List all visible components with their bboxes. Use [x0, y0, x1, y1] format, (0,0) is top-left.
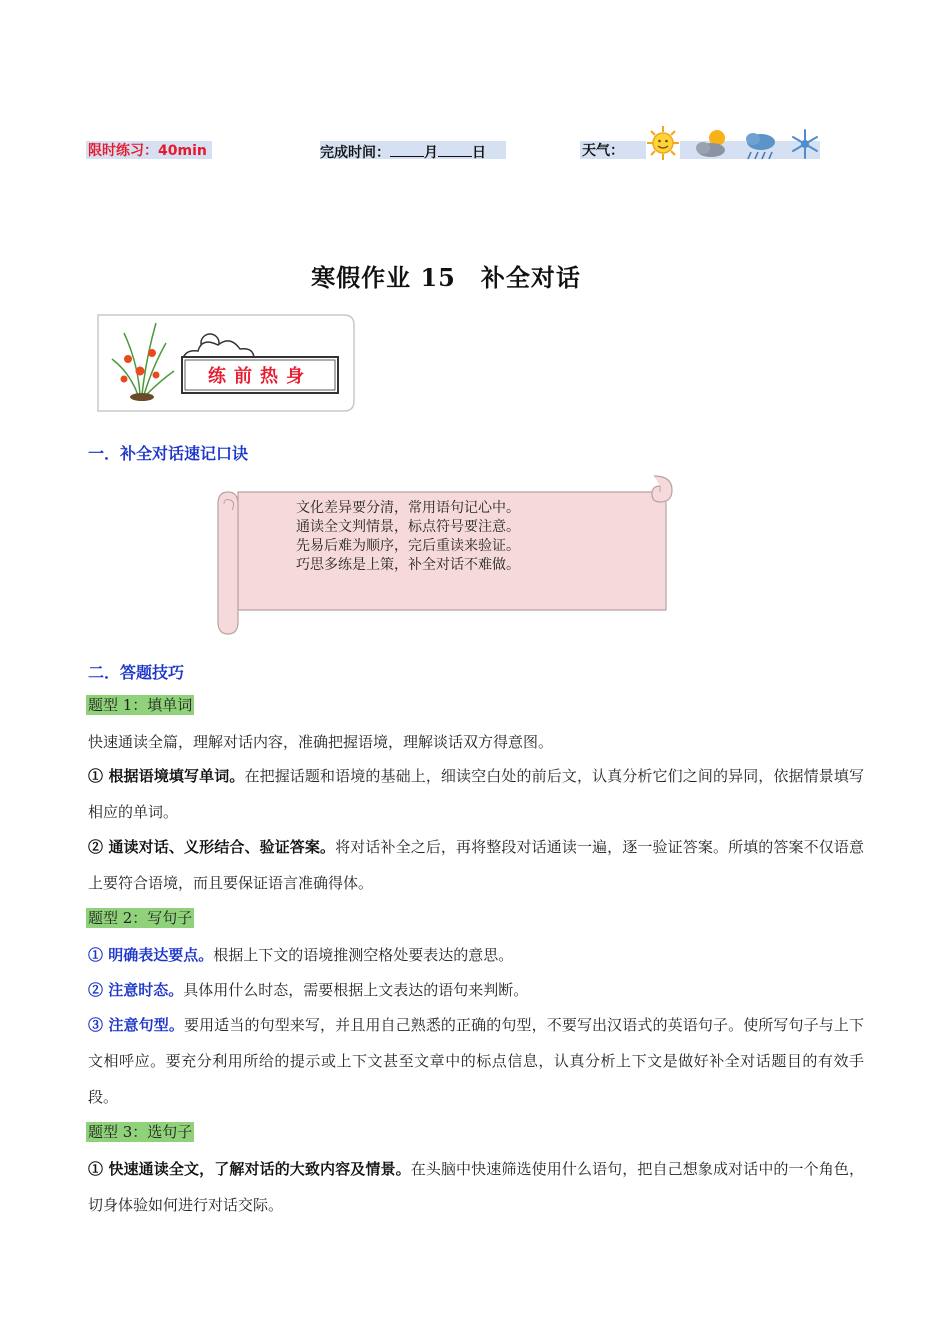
type2-label: 题型 2：写句子: [88, 909, 193, 927]
mnemonic-line: 文化差异要分清，常用语句记心中。: [296, 500, 520, 516]
mnemonic-line: 先易后难为顺序，完后重读来验证。: [296, 538, 520, 554]
month-label: 月: [424, 145, 438, 161]
mnemonic-line: 通读全文判情景，标点符号要注意。: [296, 519, 520, 535]
sun-icon: [647, 126, 679, 160]
month-blank: [390, 142, 424, 157]
rain-icon: [746, 133, 775, 159]
weather-label: 天气：: [582, 143, 624, 159]
type1-point2-bold: ② 通读对话、义形结合、验证答案。: [88, 838, 336, 856]
weather-icons: [645, 124, 825, 164]
badge-label: 练前热身: [208, 366, 312, 387]
type2-point1-bold: ① 明确表达要点。: [88, 946, 214, 964]
type2-point2-bold: ② 注意时态。: [88, 981, 184, 999]
type2-point1-text: 根据上下文的语境推测空格处要表达的意思。: [213, 946, 514, 964]
finish-label: 完成时间：: [320, 145, 390, 161]
mnemonic-text: [296, 499, 520, 575]
type2-point1: [88, 937, 864, 973]
partly-cloudy-icon: [696, 130, 725, 157]
time-limit: 限时练习：40min: [88, 143, 207, 159]
type3-point1-bold: ① 快速通读全文，了解对话的大致内容及情景。: [88, 1160, 411, 1178]
section1-heading: 一．补全对话速记口诀: [88, 444, 249, 463]
type2-point2: [88, 972, 864, 1008]
page-title: 寒假作业 15 补全对话: [311, 263, 581, 292]
type1-intro: 快速通读全篇，理解对话内容，准确把握语境，理解谈话双方得意图。: [88, 733, 554, 751]
mnemonic-line: 巧思多练是上策，补全对话不难做。: [296, 557, 520, 573]
warmup-badge: [94, 313, 356, 413]
type3-point1-text: 在头脑中快速筛选使用什么语句，把自己想象成对话中的一个角色，切身体验如何进行对话交际。: [88, 1160, 864, 1214]
type1-point1-bold: ① 根据语境填写单词。: [88, 767, 245, 785]
type3-label: 题型 3：选句子: [88, 1123, 193, 1141]
type2-point3-text: 要用适当的句型来写，并且用自己熟悉的正确的句型，不要写出汉语式的英语句子。使所写句子与上下文相呼应。要充分利用所给的提示或上下文甚至文章中的标点信息，认真分析上下文是做好补全对话题目的有效手段。: [88, 1016, 864, 1106]
type1-point2-text: 将对话补全之后，再将整段对话通读一遍，逐一验证答案。所填的答案不仅语意上要符合语境，而且要保证语言准确得体。: [88, 838, 864, 892]
section2-heading: 二．答题技巧: [88, 663, 185, 682]
type1-point1-text: 在把握话题和语境的基础上，细读空白处的前后文，认真分析它们之间的异同，依据情景填写相应的单词。: [88, 767, 864, 821]
type2-point3: [88, 1007, 864, 1115]
type3-point1: [88, 1151, 864, 1223]
type1-label: 题型 1：填单词: [88, 696, 193, 714]
type1-point1: [88, 758, 864, 830]
day-label: 日: [472, 145, 486, 161]
type2-point3-bold: ③ 注意句型。: [88, 1016, 185, 1034]
type2-point2-text: 具体用什么时态，需要根据上文表达的语句来判断。: [183, 981, 529, 999]
day-blank: [438, 142, 472, 157]
snowflake-icon: [793, 130, 817, 158]
type1-point2: [88, 829, 864, 901]
finish-time: [320, 142, 486, 162]
